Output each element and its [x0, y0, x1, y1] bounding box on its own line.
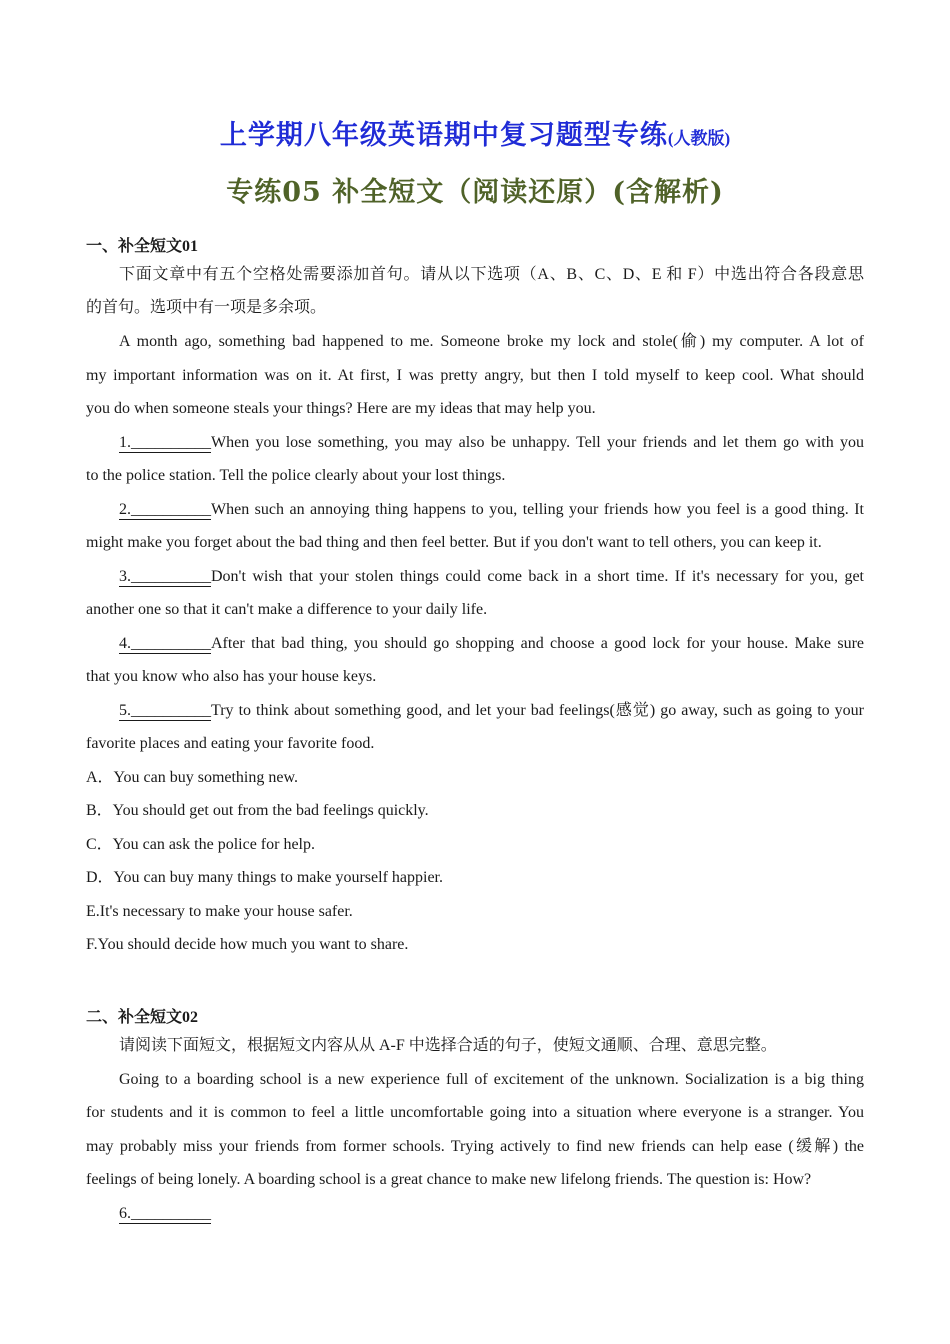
section2-heading: 二、补全短文02 [86, 1009, 199, 1026]
question4-blank[interactable]: 4.__________ [119, 635, 211, 652]
question6-line [119, 1203, 864, 1225]
question6-blank[interactable]: 6.__________ [119, 1205, 211, 1222]
question5-line1 [119, 700, 864, 722]
question1-blank[interactable]: 1.__________ [119, 434, 211, 451]
question4-line2: that you know who also has your house keys. [86, 668, 377, 685]
question2-blank[interactable]: 2.__________ [119, 501, 211, 518]
passage1-line3: you do when someone steals your things? Here are my ideas that may help you. [86, 400, 596, 417]
question2-line1 [119, 499, 864, 521]
option-a: A．You can buy something new. [86, 769, 298, 786]
question3-blank[interactable]: 3.__________ [119, 568, 211, 585]
passage1-line1: A month ago, something bad happened to me. Someone broke my lock and stole(偷) my computer. A lot of [119, 333, 864, 350]
question2-line2: might make you forget about the bad thing and then feel better. But if you don't want to tell others, you can keep it. [86, 534, 822, 551]
section1-heading: 一、补全短文01 [86, 238, 199, 255]
passage2-line2: for students and it is common to feel a little uncomfortable going into a situation where everyone is a stranger. You [86, 1104, 864, 1121]
option-f: F.You should decide how much you want to share. [86, 936, 409, 953]
question1-line2: to the police station. Tell the police clearly about your lost things. [86, 467, 506, 484]
title-edition: (人教版) [667, 129, 731, 148]
document-title [0, 113, 950, 152]
question5-blank[interactable]: 5.__________ [119, 702, 211, 719]
title-main: 上学期八年级英语期中复习题型专练 [219, 120, 668, 151]
option-b: B．You should get out from the bad feelings quickly. [86, 802, 429, 819]
question2-text: When such an annoying thing happens to you, telling your friends how you feel is a good thing. It [211, 501, 864, 518]
question3-line1 [119, 566, 864, 588]
passage2-line4: feelings of being lonely. A boarding school is a great chance to make new lifelong friends. The question is: How? [86, 1171, 812, 1188]
option-e: E.It's necessary to make your house safer. [86, 903, 353, 920]
question3-line2: another one so that it can't make a difference to your daily life. [86, 601, 488, 618]
question1-text: When you lose something, you may also be unhappy. Tell your friends and let them go with you [211, 434, 864, 451]
document-subtitle: 专练05 补全短文（阅读还原）(含解析) [226, 177, 724, 208]
question5-line2: favorite places and eating your favorite food. [86, 735, 375, 752]
section1-instruction-line1: 下面文章中有五个空格处需要添加首句。请从以下选项（A、B、C、D、E 和 F）中选出符合各段意思 [119, 266, 864, 283]
question4-line1 [119, 633, 864, 655]
passage2-line1: Going to a boarding school is a new experience full of excitement of the unknown. Socialization is a big thing [119, 1071, 864, 1088]
section2-instruction: 请阅读下面短文，根据短文内容从从 A-F 中选择合适的句子，使短文通顺、合理、意思完整。 [119, 1037, 777, 1054]
question3-text: Don't wish that your stolen things could come back in a short time. If it's necessary for you, get [211, 568, 864, 585]
option-d: D．You can buy many things to make yourself happier. [86, 869, 443, 886]
section1-instruction-line2: 的首句。选项中有一项是多余项。 [86, 299, 327, 316]
question4-text: After that bad thing, you should go shopping and choose a good lock for your house. Make sure [211, 635, 864, 652]
question5-text: Try to think about something good, and let your bad feelings(感觉) go away, such as going to your [211, 702, 864, 719]
passage1-line2: my important information was on it. At first, I was pretty angry, but then I told myself to keep cool. What should [86, 367, 864, 384]
option-c: C．You can ask the police for help. [86, 836, 316, 853]
passage2-line3: may probably miss your friends from former schools. Trying actively to find new friends can help ease (缓解) the [86, 1138, 864, 1155]
question1-line1 [119, 432, 864, 454]
